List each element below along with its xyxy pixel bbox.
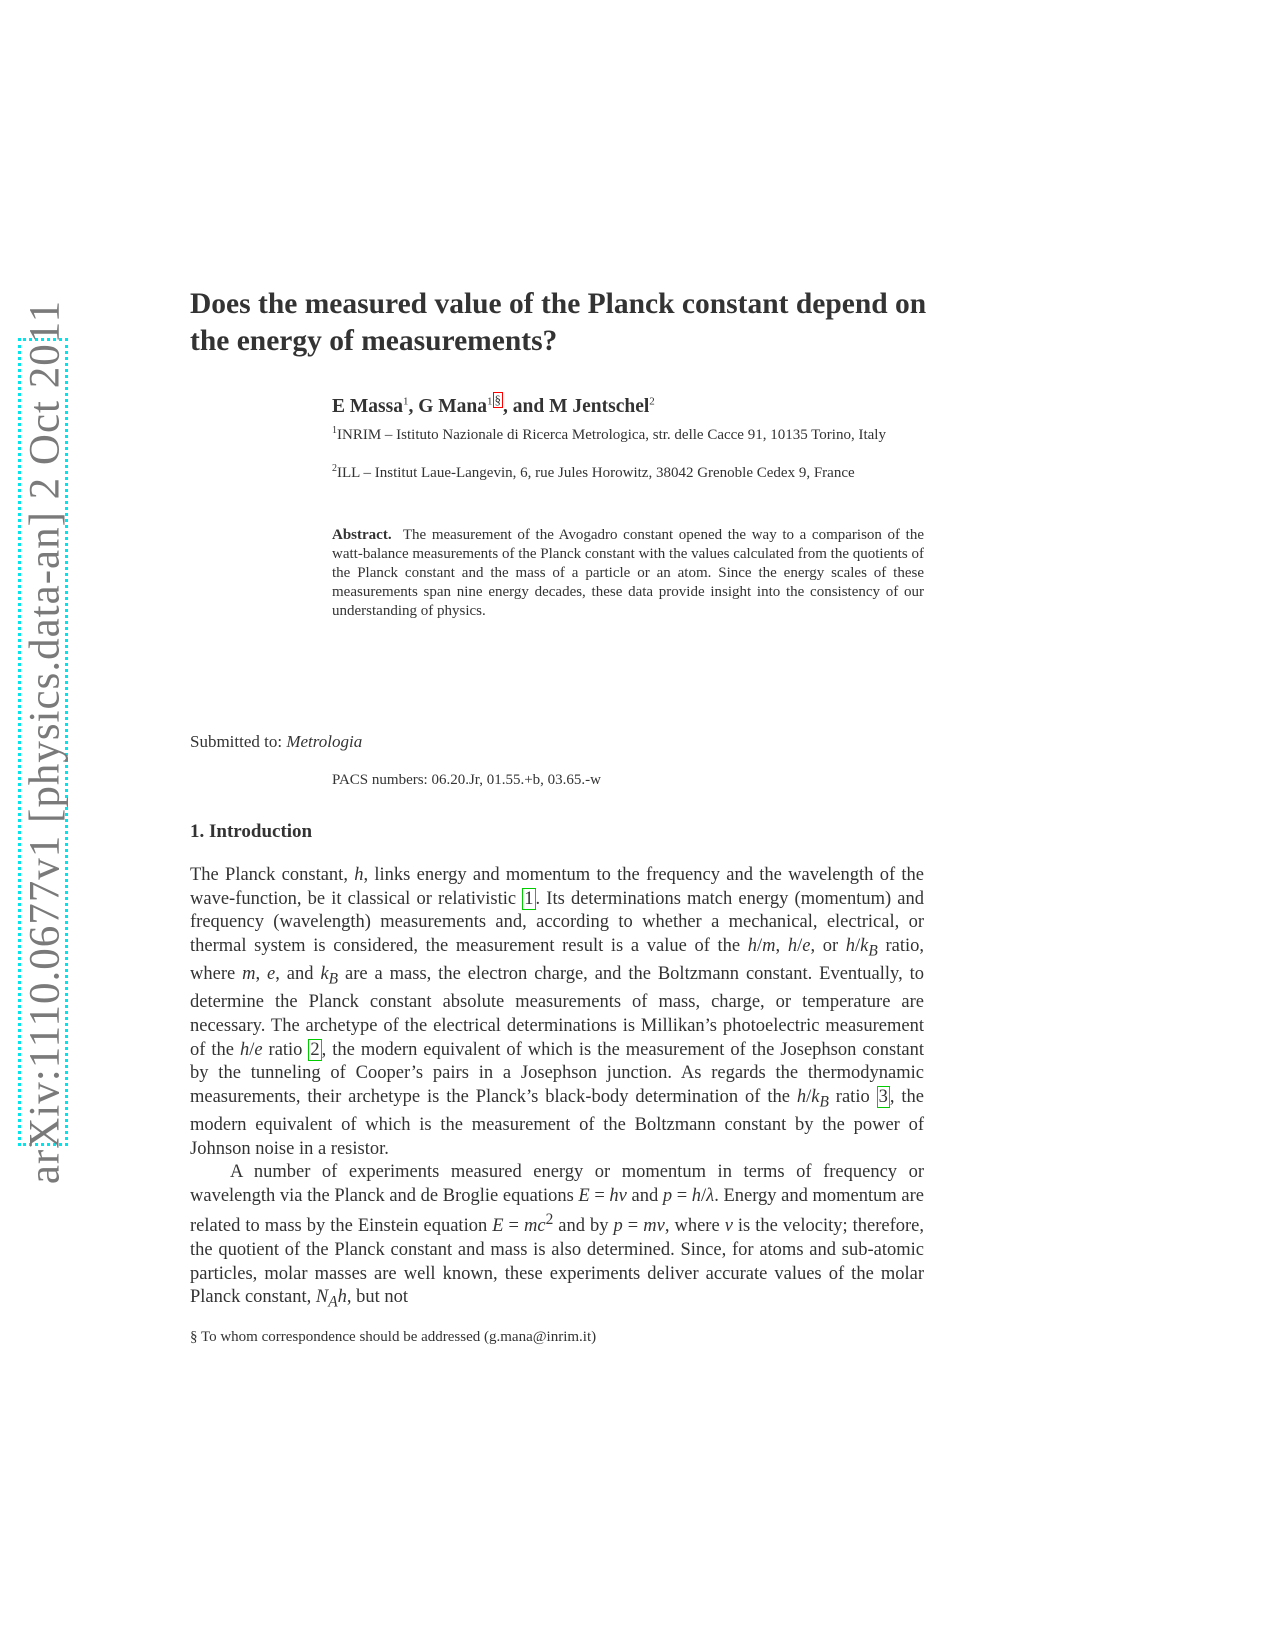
- paragraph: The Planck constant, h, links energy and momentum to the frequency and the wavelength of the wave-function, be it classical or relativistic 1 . Its determinations match energy (momentum) and frequency (wavelength) measurements and, according to whether a mechanical, electrical, or thermal system is considered, the measurement result is a value of the h/m, h/e, or $h/k_B$ ratio, where m, e, and $k_B$ are a mass, the electron charge, and the Boltzmann constant. Eventually, to determine the Planck constant absolute measurements of mass, charge, or temperature are necessary. The archetype of the electrical determinations is Millikan’s photoelectric measurement of the h/e ratio 2 , the modern equivalent of which is the measurement of the Josephson constant by the tunneling of Cooper’s pairs in a Josephson junction. As regards the thermodynamic measurements, their archetype is the Planck’s black-body determination of the $h/k_B$ ratio 3 , the modern equivalent of which is the measurement of the Boltzmann constant by the power of Johnson noise in a resistor.: [190, 865, 925, 1159]
- footnote-link[interactable]: §: [494, 392, 502, 407]
- citation-link[interactable]: 3: [878, 1086, 888, 1107]
- paragraph: A number of experiments measured energy or momentum in terms of frequency or wavelength via the Planck and de Broglie equations E = hν and p = h/λ. Energy and momentum are related to mass by the Einstein equation $E = mc^2$ and by p = mv, where v is the velocity; therefore, the quotient of the Planck constant and mass is also determined. Since, for atoms and sub-atomic particles, molar masses are well known, these experiments deliver accurate values of the molar Planck constant, $N_Ah$, but not: [190, 1162, 925, 1311]
- affiliation-text: ILL – Institut Laue-Langevin, 6, rue Jules Horowitz, 38042 Grenoble Cedex 9, France: [337, 465, 855, 481]
- abstract: [332, 526, 924, 621]
- author-name: and M Jentschel: [512, 396, 650, 417]
- affiliation-text: INRIM – Istituto Nazionale di Ricerca Metrologica, str. delle Cacce 91, 10135 Torino, Italy: [337, 427, 886, 443]
- paper-title: Does the measured value of the Planck constant depend on the energy of measurements?: [190, 288, 927, 357]
- affiliation-marker: 1: [487, 395, 493, 408]
- pacs-numbers: PACS numbers: 06.20.Jr, 01.55.+b, 03.65.-w: [332, 772, 601, 788]
- abstract-label: Abstract.: [332, 527, 392, 543]
- author-name: E Massa: [332, 396, 403, 417]
- submitted-to: [190, 732, 362, 752]
- citation-link[interactable]: 1: [524, 888, 534, 909]
- citation-link[interactable]: 2: [310, 1039, 320, 1060]
- affiliation-number: 2: [332, 463, 337, 474]
- affiliation-2: [332, 459, 932, 483]
- footnote: § To whom correspondence should be addressed (g.mana@inrim.it): [190, 1329, 597, 1345]
- affiliation-marker: 2: [649, 395, 655, 408]
- author-name: G Mana: [418, 396, 488, 417]
- affiliation-number: 1: [332, 425, 337, 436]
- journal-name: Metrologia: [286, 732, 363, 751]
- body-text: [190, 864, 924, 1315]
- section-heading: 1. Introduction: [190, 821, 313, 842]
- arxiv-identifier[interactable]: arXiv:1110.0677v1 [physics.data-an] 2 Oct 2011: [21, 299, 69, 1185]
- submitted-label: Submitted to:: [190, 732, 283, 751]
- affiliation-marker: 1: [402, 395, 409, 408]
- abstract-text: The measurement of the Avogadro constant opened the way to a comparison of the watt-balance measurements of the Planck constant with the values calculated from the quotients of the Planck constant and the mass of a particle or an atom. Since the energy scales of these measurements span nine energy decades, these data provide insight into the consistency of our understanding of physics.: [332, 527, 925, 619]
- author-list: E Massa$^1$, G Mana$^1$ § , and M Jentschel$^2$: [332, 392, 655, 417]
- affiliation-1: [332, 421, 932, 445]
